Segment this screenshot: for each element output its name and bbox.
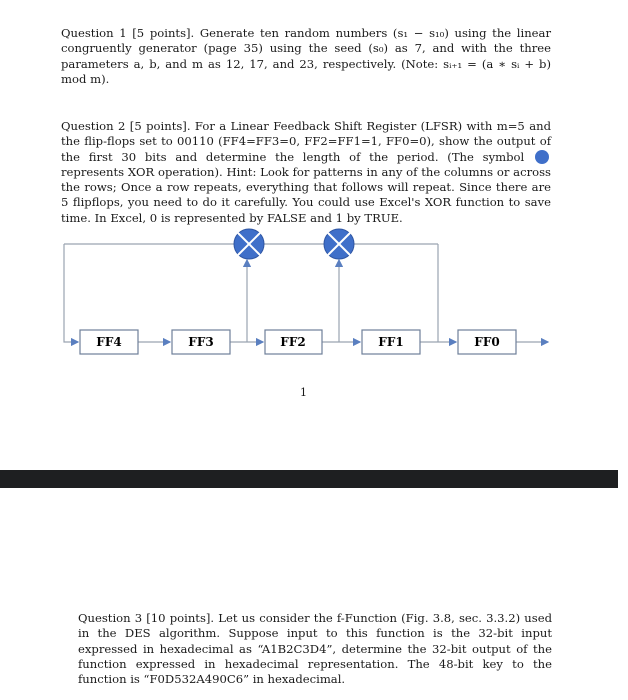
question-1-text: Generate ten random numbers (s₁ − s₁₀) using the linear congruently generator (page 35) using the seed (s₀) as 7, and with the three parameters a, b, and m as 12, 17, and 23, respectively. (Note: sᵢ₊₁ = (a ∗ sᵢ + b) mod m). [61,26,551,86]
ff4-label: FF4 [96,335,122,349]
question-2-label: Question 2 [5 points]. [61,119,191,133]
ff1-label: FF1 [378,335,404,349]
question-1-label: Question 1 [5 points]. [61,26,195,40]
question-3-label: Question 3 [10 points]. [78,611,215,625]
flipflop-ff0 [458,330,516,354]
xor-symbol-icon [535,150,549,164]
ff0-label: FF0 [474,335,500,349]
question-2-text-before: For a Linear Feedback Shift Register (LFSR) with m=5 and the flip-flops set to 00110 (FF4=FF3=0, FF2=FF1=1, FF0=0), show the output of the first 30 bits and determine the length of the period. (The symbol [61,119,551,164]
page-divider-edge [618,470,628,488]
flipflop-ff1 [362,330,420,354]
flipflop-ff3 [172,330,230,354]
question-3 [78,611,552,687]
ff3-label: FF3 [188,335,214,349]
xor-gate-1 [234,229,264,259]
flipflop-ff4 [80,330,138,354]
question-2 [61,119,551,226]
ff2-label: FF2 [280,335,306,349]
flipflop-ff2 [265,330,322,354]
page-number: 1 [300,386,307,399]
question-3-text: Let us consider the f-Function (Fig. 3.8, sec. 3.3.2) used in the DES algorithm. Suppose input to this function is the 32-bit input expressed in hexadecimal as “A1B2C3D4”, determine the 32-bit output of the function expressed in hexadecimal representation. The 48-bit key to the function is “F0D532A490C6” in hexadecimal. [78,611,552,687]
question-2-text-after: represents XOR operation). Hint: Look for patterns in any of the columns or across the rows; Once a row repeats, everything that follows will repeat. Since there are 5 flipflops, you need to do it carefully. You could use Excel's XOR function to save time. In Excel, 0 is represented by FALSE and 1 by TRUE. [61,164,551,225]
lfsr-diagram [0,220,628,370]
question-1 [61,26,551,87]
page-divider [0,470,628,488]
xor-gate-2 [324,229,354,259]
feedback-lines [64,244,548,342]
